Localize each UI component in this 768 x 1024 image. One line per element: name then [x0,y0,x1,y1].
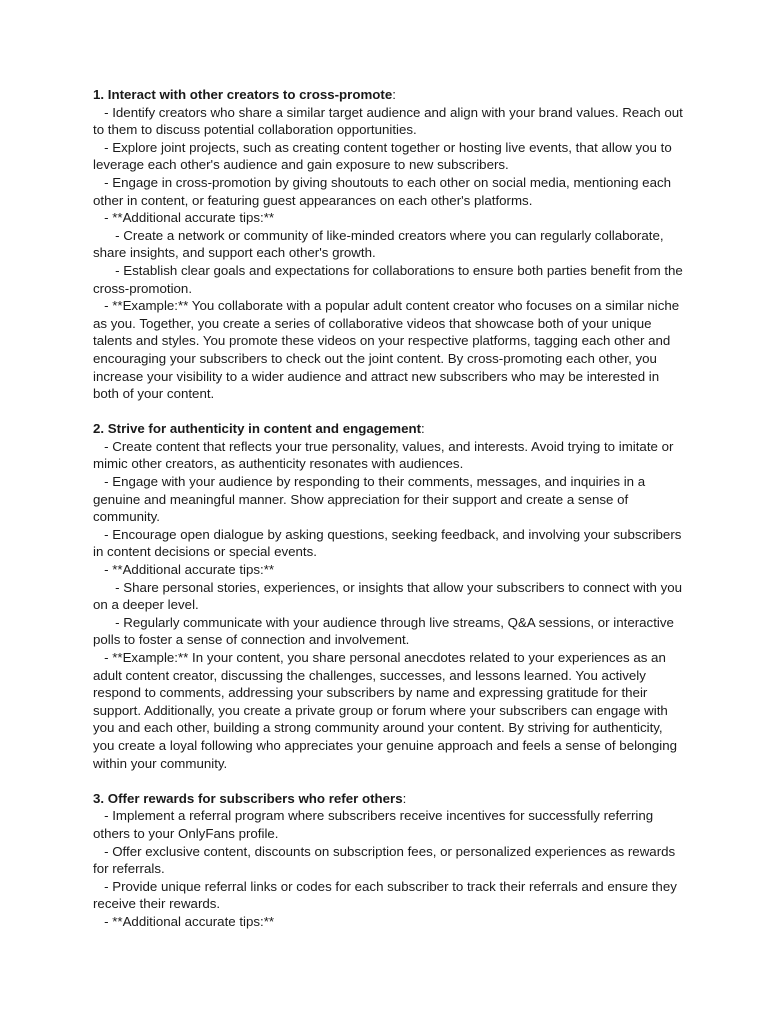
section-authenticity [93,420,686,772]
section-heading [93,790,683,808]
bullet-line: - Provide unique referral links or codes for each subscriber to track their referrals and ensure they receive their rewards. [93,878,681,912]
bullet-line: - **Example:** In your content, you share personal anecdotes related to your experiences as an adult content creator, discussing the challenges, successes, and lessons learned. You actively respond to comments, addressing your subscribers by name and expressing gratitude for their support. Additionally, you create a private group or forum where your subscribers can engage with you and each other, building a strong community around your content. By striving for authenticity, you create a loyal following who appreciates your genuine approach and feels a sense of belonging within your community. [93,650,681,771]
section-title: 1. Interact with other creators to cross-promote [93,87,393,102]
bullet-line: - Engage in cross-promotion by giving shoutouts to each other on social media, mentioning each other in content, or featuring guest appearances on each other's platforms. [93,174,675,208]
bullet-line: - **Additional accurate tips:** [93,913,275,929]
section-title: 2. Strive for authenticity in content and engagement [93,421,422,437]
bullet-line: - Encourage open dialogue by asking questions, seeking feedback, and involving your subscribers in content decisions or special events. [93,526,686,560]
section-referral-rewards [93,790,683,931]
bullet-line: - **Example:** You collaborate with a popular adult content creator who focuses on a similar niche as you. Together, you create a series of collaborative videos that showcase both of your unique talents and styles. You promote these videos on your respective platforms, tagging each other and encouraging your subscribers to check out the joint content. By cross-promoting each other, you increase your visibility to a wider audience and attract new subscribers who may be interested in both of your content. [93,298,683,402]
section-title: 3. Offer rewards for subscribers who refer others [93,790,403,806]
bullet-line: - Explore joint projects, such as creating content together or hosting live events, that allow you to leverage each other's audience and gain exposure to new subscribers. [93,139,676,173]
section-title-suffix: : [402,790,407,806]
document-page [93,86,687,948]
bullet-line: - **Additional accurate tips:** [93,562,275,578]
bullet-line: - Implement a referral program where subscribers receive incentives for successfully referring others to your OnlyFans profile. [93,808,657,841]
section-heading [93,86,683,104]
bullet-line: - Create a network or community of like-minded creators where you can regularly collaborate, share insights, and support each other's growth. [93,227,668,261]
bullet-line: - Offer exclusive content, discounts on subscription fees, or personalized experiences as rewards for referrals. [93,843,679,877]
section-cross-promote [93,86,687,403]
bullet-line: - Identify creators who share a similar target audience and align with your brand values. Reach out to them to discuss potential collaboration opportunities. [93,104,687,138]
bullet-line: - Engage with your audience by responding to their comments, messages, and inquiries in a genuine and meaningful manner. Show appreciation for their support and create a sense of community. [93,474,649,525]
section-title-suffix: : [392,87,396,102]
bullet-line: - Create content that reflects your true personality, values, and interests. Avoid trying to imitate or mimic other creators, as authenticity resonates with audiences. [93,438,678,472]
section-heading [93,420,683,438]
bullet-line: - Share personal stories, experiences, or insights that allow your subscribers to connect with you on a deeper level. [93,579,686,613]
bullet-line: - Establish clear goals and expectations for collaborations to ensure both parties benefit from the cross-promotion. [93,262,687,296]
section-title-suffix: : [421,421,425,437]
bullet-line: - Regularly communicate with your audience through live streams, Q&A sessions, or interactive polls to foster a sense of connection and involvement. [93,614,678,648]
bullet-line: - **Additional accurate tips:** [93,210,275,226]
